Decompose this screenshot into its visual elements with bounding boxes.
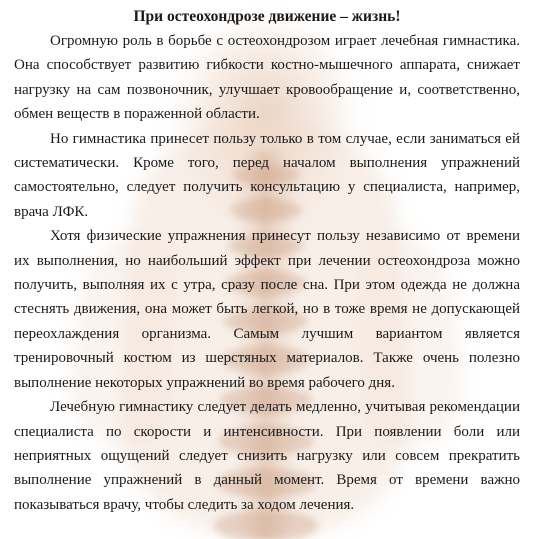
document-title: При остеохондрозе движение – жизнь!	[133, 8, 401, 25]
paragraph-2: Но гимнастика принесет пользу только в том случае, если заниматься ей систематически. Кроме того, перед началом выполнения упражнений самостоятельно, следует получить консультацию у специалиста, например, врача ЛФК.	[14, 130, 520, 220]
paragraph-3: Хотя физические упражнения принесут пользу независимо от времени их выполнения, но наибольший эффект при лечении остеохондроза можно получить, выполняя их с утра, сразу после сна. При этом одежда не должна стеснять движения, она может быть легкой, но в тоже время не допускающей переохлаждения организма. Самым лучшим вариантом является тренировочный костюм из шерстяных материалов. Также очень полезно выполнение некоторых упражнений во время рабочего дня.	[14, 228, 520, 391]
paragraph-4: Лечебную гимнастику следует делать медленно, учитывая рекомендации специалиста по скорости и интенсивности. При появлении боли или неприятных ощущений следует снизить нагрузку или совсем прекратить выполнение упражнений в данный момент. Время от времени важно показываться врачу, чтобы следить за ходом лечения.	[14, 399, 520, 513]
paragraph-1: Огромную роль в борьбе с остеохондрозом играет лечебная гимнастика. Она способствует развитию гибкости костно-мышечного аппарата, снижает нагрузку на сам позвоночник, улучшает кровообращение и, соответственно, обмен веществ в пораженной области.	[14, 33, 520, 123]
